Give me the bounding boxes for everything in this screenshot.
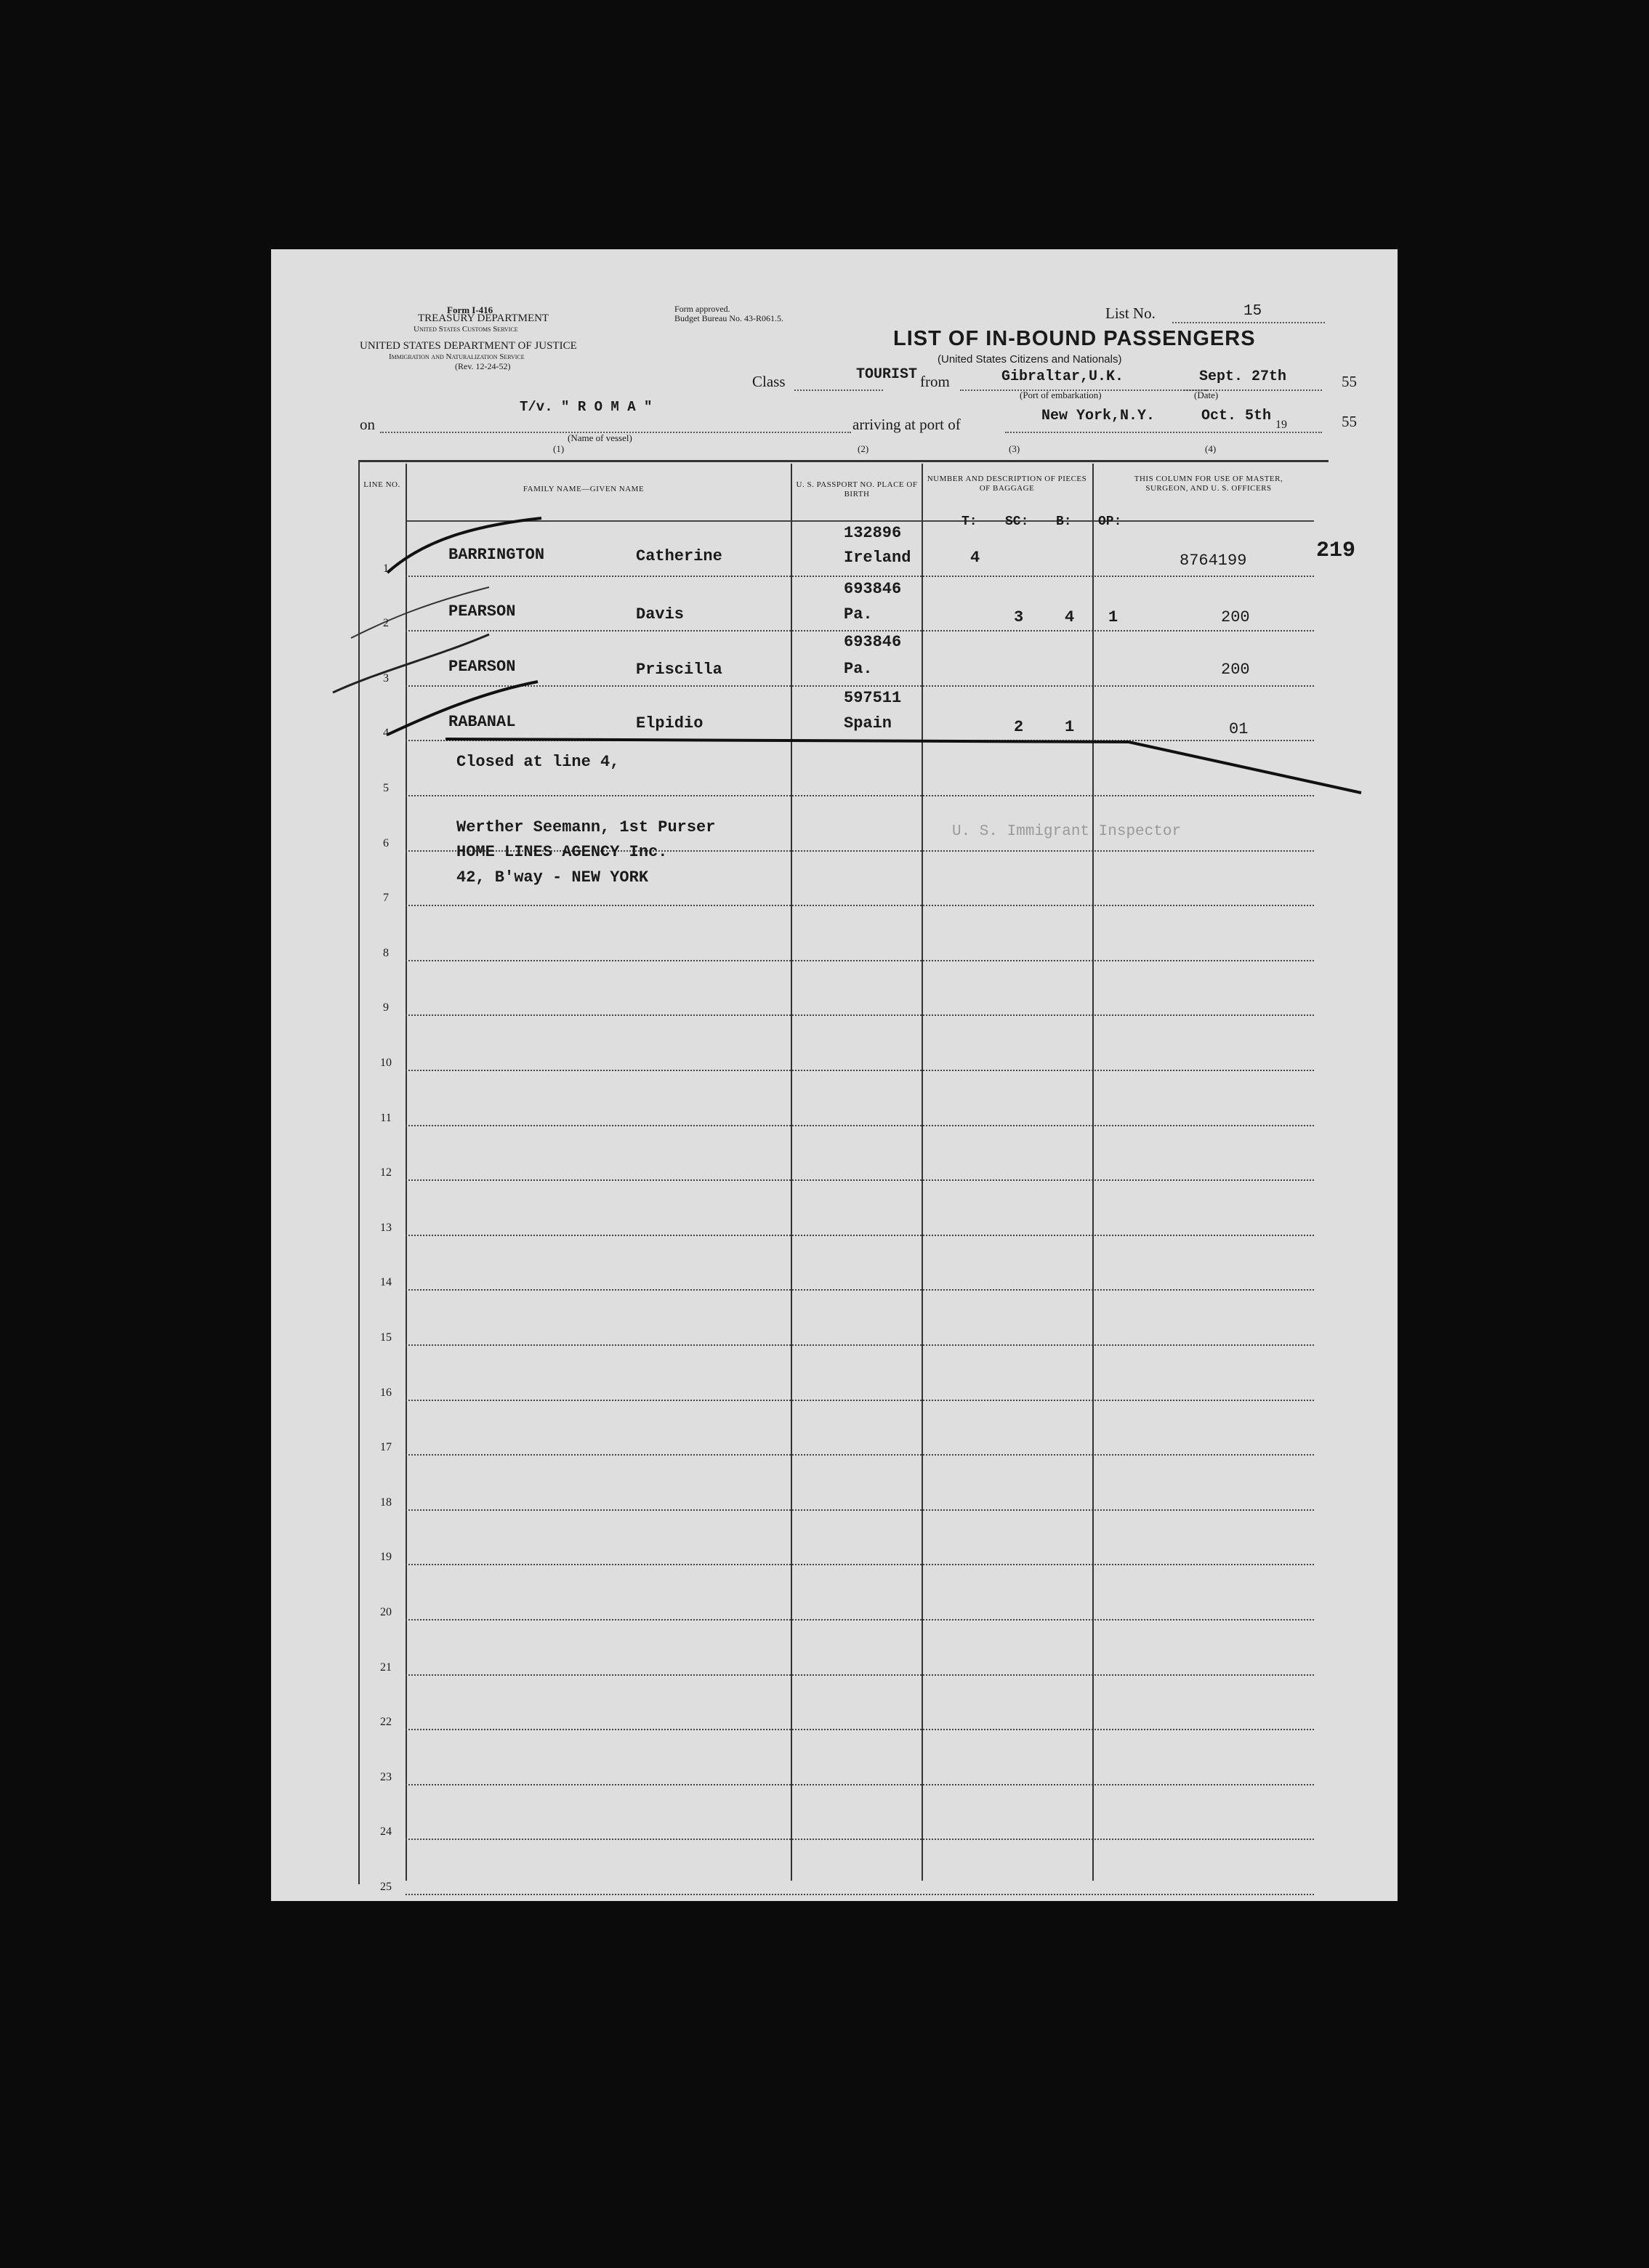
passport-no: 693846 xyxy=(844,633,902,651)
line-number: 8 xyxy=(383,946,389,959)
line-number: 2 xyxy=(383,617,389,630)
list-no-label: List No. xyxy=(1105,304,1156,322)
inspector-stamp: U. S. Immigrant Inspector xyxy=(952,823,1182,840)
vessel-caption: (Name of vessel) xyxy=(568,432,632,443)
justice-department: UNITED STATES DEPARTMENT OF JUSTICE xyxy=(360,340,577,352)
arriving-label: arriving at port of xyxy=(852,416,961,433)
line-number: 24 xyxy=(380,1825,392,1839)
line-number: 25 xyxy=(380,1881,392,1893)
col-num-1: (1) xyxy=(553,443,565,454)
vessel-name: T/v. " R O M A " xyxy=(520,399,653,415)
line-number: 13 xyxy=(380,1221,392,1234)
list-no-value: 15 xyxy=(1243,303,1262,320)
header-officers: THIS COLUMN FOR USE OF MASTER, SURGEON, AND U. S. OFFICERS xyxy=(1134,475,1283,493)
officer-note: 01 xyxy=(1229,720,1249,738)
treasury-department: TREASURY DEPARTMENT xyxy=(418,312,549,324)
bag-b: 1 xyxy=(1108,608,1118,626)
line-number: 20 xyxy=(380,1606,392,1618)
bag-t: 3 xyxy=(1014,608,1024,626)
budget-bureau: Budget Bureau No. 43-R061.5. xyxy=(674,313,783,323)
family-name: RABANAL xyxy=(448,713,516,731)
line-number: 17 xyxy=(380,1441,392,1454)
bag-t: 2 xyxy=(1014,718,1024,736)
line-number: 7 xyxy=(383,892,389,905)
arrival-date: Oct. 5th xyxy=(1201,408,1272,424)
passport-no: 597511 xyxy=(844,689,902,707)
agency-address: 42, B'way - NEW YORK xyxy=(456,868,649,887)
bag-code-t: T: xyxy=(961,514,977,529)
line-number: 15 xyxy=(380,1331,392,1344)
revision-date: (Rev. 12-24-52) xyxy=(455,361,511,371)
passenger-list-form xyxy=(271,249,1398,1901)
line-number: 18 xyxy=(380,1496,392,1509)
agency-name: HOME LINES AGENCY Inc. xyxy=(456,843,668,861)
line-number: 22 xyxy=(380,1716,392,1729)
bag-code-sc: SC: xyxy=(1005,514,1029,529)
col-num-2: (2) xyxy=(858,443,869,454)
header-name: FAMILY NAME—GIVEN NAME xyxy=(523,485,645,493)
ins-service: Immigration and Naturalization Service xyxy=(389,352,525,361)
embark-year: 55 xyxy=(1342,373,1357,390)
line-number: 3 xyxy=(383,671,389,685)
bag-sc: 4 xyxy=(1065,608,1075,626)
header-baggage: NUMBER AND DESCRIPTION OF PIECES OF BAGGAGE xyxy=(927,475,1087,493)
class-label: Class xyxy=(752,373,786,390)
port-embarkation-caption: (Port of embarkation) xyxy=(1020,390,1102,400)
line-number: 6 xyxy=(383,836,389,850)
passport-no: 132896 xyxy=(844,524,902,542)
col-num-3: (3) xyxy=(1009,443,1020,454)
family-name: BARRINGTON xyxy=(448,546,545,564)
arrival-19: 19 xyxy=(1275,419,1287,431)
date-caption: (Date) xyxy=(1194,390,1219,400)
form-approved: Form approved. xyxy=(674,304,730,314)
given-name: Davis xyxy=(636,605,685,624)
class-value: TOURIST xyxy=(856,366,918,383)
birth-place: Ireland xyxy=(844,549,911,567)
port-embarkation: Gibraltar,U.K. xyxy=(1001,368,1124,385)
bag-sc: 1 xyxy=(1065,718,1075,736)
line-number: 9 xyxy=(383,1001,389,1014)
line-number: 12 xyxy=(380,1166,392,1179)
header-passport: U. S. PASSPORT NO. PLACE OF BIRTH xyxy=(796,480,918,499)
pen-check-marks xyxy=(271,249,1398,1901)
passport-no: 693846 xyxy=(844,580,902,598)
line-number: 23 xyxy=(380,1770,392,1783)
birth-place: Spain xyxy=(844,714,892,733)
page-mark: 219 xyxy=(1316,538,1356,563)
line-number: 11 xyxy=(380,1111,392,1124)
birth-place: Pa. xyxy=(844,660,873,678)
family-name: PEARSON xyxy=(448,658,516,676)
bag-t: 4 xyxy=(970,549,980,567)
header-line-no: LINE NO. xyxy=(363,480,400,489)
bag-code-b: B: xyxy=(1056,514,1072,529)
from-label: from xyxy=(920,373,950,390)
on-label: on xyxy=(360,416,375,433)
form-title: LIST OF IN-BOUND PASSENGERS xyxy=(893,327,1256,350)
form-number: Form I-416 xyxy=(447,304,493,315)
officer-note: 8764199 xyxy=(1180,552,1247,570)
officer-note: 200 xyxy=(1221,608,1250,626)
col-num-4: (4) xyxy=(1205,443,1217,454)
bag-code-op: OP: xyxy=(1098,514,1122,529)
line-number: 21 xyxy=(380,1660,392,1674)
embark-date: Sept. 27th xyxy=(1199,368,1287,385)
purser-name: Werther Seemann, 1st Purser xyxy=(456,818,716,836)
arrival-port: New York,N.Y. xyxy=(1041,408,1156,424)
line-number: 1 xyxy=(383,562,389,575)
given-name: Elpidio xyxy=(636,714,703,733)
line-number: 5 xyxy=(383,782,389,794)
line-number: 16 xyxy=(380,1386,392,1399)
birth-place: Pa. xyxy=(844,605,873,624)
customs-service: United States Customs Service xyxy=(414,325,518,334)
line-number: 19 xyxy=(380,1551,392,1564)
arrival-year: 55 xyxy=(1342,413,1357,430)
form-subtitle: (United States Citizens and Nationals) xyxy=(938,353,1122,366)
officer-note: 200 xyxy=(1221,661,1250,679)
given-name: Catherine xyxy=(636,547,722,565)
family-name: PEARSON xyxy=(448,602,516,621)
line-number: 14 xyxy=(380,1276,392,1289)
line-number: 4 xyxy=(383,727,389,740)
closed-note: Closed at line 4, xyxy=(456,753,620,771)
given-name: Priscilla xyxy=(636,661,722,679)
line-number: 10 xyxy=(380,1057,392,1069)
